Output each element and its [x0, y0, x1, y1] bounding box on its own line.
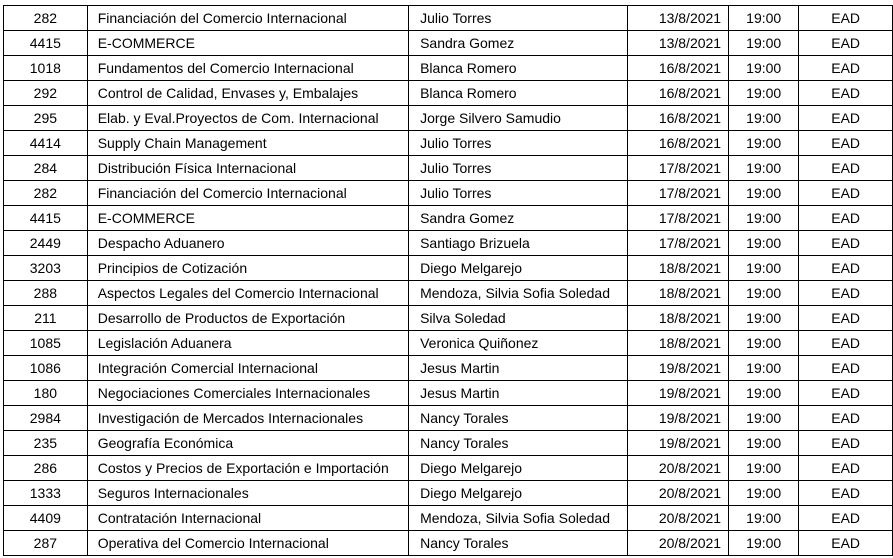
- professor-cell: Julio Torres: [409, 156, 628, 181]
- date-cell: 18/8/2021: [627, 331, 728, 356]
- date-cell: 16/8/2021: [627, 106, 728, 131]
- modality-cell: EAD: [799, 56, 893, 81]
- time-cell: 19:00: [729, 156, 799, 181]
- modality-cell: EAD: [799, 206, 893, 231]
- professor-cell: Julio Torres: [409, 6, 628, 31]
- course-code-cell: 1018: [4, 56, 88, 81]
- course-code-cell: 180: [4, 381, 88, 406]
- time-cell: 19:00: [729, 206, 799, 231]
- modality-cell: EAD: [799, 181, 893, 206]
- modality-cell: EAD: [799, 106, 893, 131]
- course-code-cell: 4414: [4, 131, 88, 156]
- professor-cell: Silva Soledad: [409, 306, 628, 331]
- date-cell: 13/8/2021: [627, 6, 728, 31]
- professor-cell: Mendoza, Silvia Sofia Soledad: [409, 506, 628, 531]
- subject-cell: Integración Comercial Internacional: [87, 356, 408, 381]
- table-row: [4, 481, 893, 506]
- date-cell: 18/8/2021: [627, 281, 728, 306]
- modality-cell: EAD: [799, 456, 893, 481]
- modality-cell: EAD: [799, 331, 893, 356]
- subject-cell: Financiación del Comercio Internacional: [87, 181, 408, 206]
- table-row: [4, 431, 893, 456]
- table-row: [4, 356, 893, 381]
- modality-cell: EAD: [799, 81, 893, 106]
- subject-cell: Despacho Aduanero: [87, 231, 408, 256]
- professor-cell: Veronica Quiñonez: [409, 331, 628, 356]
- time-cell: 19:00: [729, 281, 799, 306]
- date-cell: 18/8/2021: [627, 306, 728, 331]
- professor-cell: Jesus Martin: [409, 381, 628, 406]
- date-cell: 13/8/2021: [627, 31, 728, 56]
- time-cell: 19:00: [729, 106, 799, 131]
- modality-cell: EAD: [799, 431, 893, 456]
- course-code-cell: 282: [4, 181, 88, 206]
- course-code-cell: 2984: [4, 406, 88, 431]
- time-cell: 19:00: [729, 531, 799, 556]
- course-code-cell: 1086: [4, 356, 88, 381]
- table-row: [4, 531, 893, 556]
- table-row: [4, 256, 893, 281]
- subject-cell: Desarrollo de Productos de Exportación: [87, 306, 408, 331]
- subject-cell: Negociaciones Comerciales Internacionales: [87, 381, 408, 406]
- course-code-cell: 295: [4, 106, 88, 131]
- course-code-cell: 211: [4, 306, 88, 331]
- table-row: [4, 381, 893, 406]
- subject-cell: Costos y Precios de Exportación e Importación: [87, 456, 408, 481]
- time-cell: 19:00: [729, 456, 799, 481]
- time-cell: 19:00: [729, 56, 799, 81]
- table-row: [4, 156, 893, 181]
- professor-cell: Jesus Martin: [409, 356, 628, 381]
- time-cell: 19:00: [729, 231, 799, 256]
- table-row: [4, 306, 893, 331]
- professor-cell: Nancy Torales: [409, 406, 628, 431]
- date-cell: 17/8/2021: [627, 156, 728, 181]
- exam-schedule-table: [3, 5, 893, 556]
- professor-cell: Sandra Gomez: [409, 31, 628, 56]
- time-cell: 19:00: [729, 406, 799, 431]
- subject-cell: Legislación Aduanera: [87, 331, 408, 356]
- date-cell: 17/8/2021: [627, 181, 728, 206]
- modality-cell: EAD: [799, 306, 893, 331]
- professor-cell: Sandra Gomez: [409, 206, 628, 231]
- date-cell: 20/8/2021: [627, 531, 728, 556]
- subject-cell: E-COMMERCE: [87, 31, 408, 56]
- subject-cell: Supply Chain Management: [87, 131, 408, 156]
- date-cell: 19/8/2021: [627, 406, 728, 431]
- date-cell: 20/8/2021: [627, 481, 728, 506]
- professor-cell: Julio Torres: [409, 181, 628, 206]
- professor-cell: Blanca Romero: [409, 81, 628, 106]
- table-row: [4, 106, 893, 131]
- course-code-cell: 4415: [4, 31, 88, 56]
- date-cell: 16/8/2021: [627, 56, 728, 81]
- time-cell: 19:00: [729, 31, 799, 56]
- course-code-cell: 284: [4, 156, 88, 181]
- table-row: [4, 81, 893, 106]
- modality-cell: EAD: [799, 281, 893, 306]
- modality-cell: EAD: [799, 31, 893, 56]
- date-cell: 19/8/2021: [627, 431, 728, 456]
- course-code-cell: 282: [4, 6, 88, 31]
- subject-cell: Geografía Económica: [87, 431, 408, 456]
- time-cell: 19:00: [729, 506, 799, 531]
- table-row: [4, 31, 893, 56]
- date-cell: 20/8/2021: [627, 456, 728, 481]
- course-code-cell: 292: [4, 81, 88, 106]
- table-row: [4, 181, 893, 206]
- modality-cell: EAD: [799, 531, 893, 556]
- course-code-cell: 235: [4, 431, 88, 456]
- table-row: [4, 6, 893, 31]
- date-cell: 19/8/2021: [627, 356, 728, 381]
- professor-cell: Julio Torres: [409, 131, 628, 156]
- table-row: [4, 281, 893, 306]
- time-cell: 19:00: [729, 181, 799, 206]
- professor-cell: Jorge Silvero Samudio: [409, 106, 628, 131]
- date-cell: 17/8/2021: [627, 206, 728, 231]
- time-cell: 19:00: [729, 331, 799, 356]
- table-row: [4, 206, 893, 231]
- subject-cell: Fundamentos del Comercio Internacional: [87, 56, 408, 81]
- subject-cell: Seguros Internacionales: [87, 481, 408, 506]
- professor-cell: Diego Melgarejo: [409, 481, 628, 506]
- subject-cell: Control de Calidad, Envases y, Embalajes: [87, 81, 408, 106]
- table-row: [4, 331, 893, 356]
- subject-cell: Principios de Cotización: [87, 256, 408, 281]
- modality-cell: EAD: [799, 131, 893, 156]
- course-code-cell: 1085: [4, 331, 88, 356]
- table-row: [4, 231, 893, 256]
- course-code-cell: 4409: [4, 506, 88, 531]
- time-cell: 19:00: [729, 131, 799, 156]
- course-code-cell: 288: [4, 281, 88, 306]
- time-cell: 19:00: [729, 81, 799, 106]
- professor-cell: Nancy Torales: [409, 431, 628, 456]
- subject-cell: E-COMMERCE: [87, 206, 408, 231]
- subject-cell: Aspectos Legales del Comercio Internacional: [87, 281, 408, 306]
- time-cell: 19:00: [729, 356, 799, 381]
- date-cell: 19/8/2021: [627, 381, 728, 406]
- professor-cell: Diego Melgarejo: [409, 456, 628, 481]
- course-code-cell: 1333: [4, 481, 88, 506]
- date-cell: 17/8/2021: [627, 231, 728, 256]
- subject-cell: Elab. y Eval.Proyectos de Com. Internacional: [87, 106, 408, 131]
- course-code-cell: 286: [4, 456, 88, 481]
- subject-cell: Distribución Física Internacional: [87, 156, 408, 181]
- table-row: [4, 56, 893, 81]
- time-cell: 19:00: [729, 481, 799, 506]
- date-cell: 16/8/2021: [627, 81, 728, 106]
- subject-cell: Investigación de Mercados Internacionales: [87, 406, 408, 431]
- subject-cell: Contratación Internacional: [87, 506, 408, 531]
- date-cell: 16/8/2021: [627, 131, 728, 156]
- modality-cell: EAD: [799, 381, 893, 406]
- course-code-cell: 3203: [4, 256, 88, 281]
- modality-cell: EAD: [799, 481, 893, 506]
- modality-cell: EAD: [799, 256, 893, 281]
- professor-cell: Blanca Romero: [409, 56, 628, 81]
- time-cell: 19:00: [729, 256, 799, 281]
- time-cell: 19:00: [729, 381, 799, 406]
- course-code-cell: 2449: [4, 231, 88, 256]
- modality-cell: EAD: [799, 6, 893, 31]
- date-cell: 18/8/2021: [627, 256, 728, 281]
- modality-cell: EAD: [799, 356, 893, 381]
- modality-cell: EAD: [799, 156, 893, 181]
- date-cell: 20/8/2021: [627, 506, 728, 531]
- professor-cell: Santiago Brizuela: [409, 231, 628, 256]
- table-row: [4, 456, 893, 481]
- table-row: [4, 506, 893, 531]
- subject-cell: Financiación del Comercio Internacional: [87, 6, 408, 31]
- subject-cell: Operativa del Comercio Internacional: [87, 531, 408, 556]
- time-cell: 19:00: [729, 306, 799, 331]
- professor-cell: Diego Melgarejo: [409, 256, 628, 281]
- professor-cell: Mendoza, Silvia Sofia Soledad: [409, 281, 628, 306]
- course-code-cell: 4415: [4, 206, 88, 231]
- modality-cell: EAD: [799, 406, 893, 431]
- course-code-cell: 287: [4, 531, 88, 556]
- modality-cell: EAD: [799, 506, 893, 531]
- exam-schedule-body: [4, 6, 893, 556]
- table-row: [4, 131, 893, 156]
- table-row: [4, 406, 893, 431]
- modality-cell: EAD: [799, 231, 893, 256]
- time-cell: 19:00: [729, 431, 799, 456]
- professor-cell: Nancy Torales: [409, 531, 628, 556]
- time-cell: 19:00: [729, 6, 799, 31]
